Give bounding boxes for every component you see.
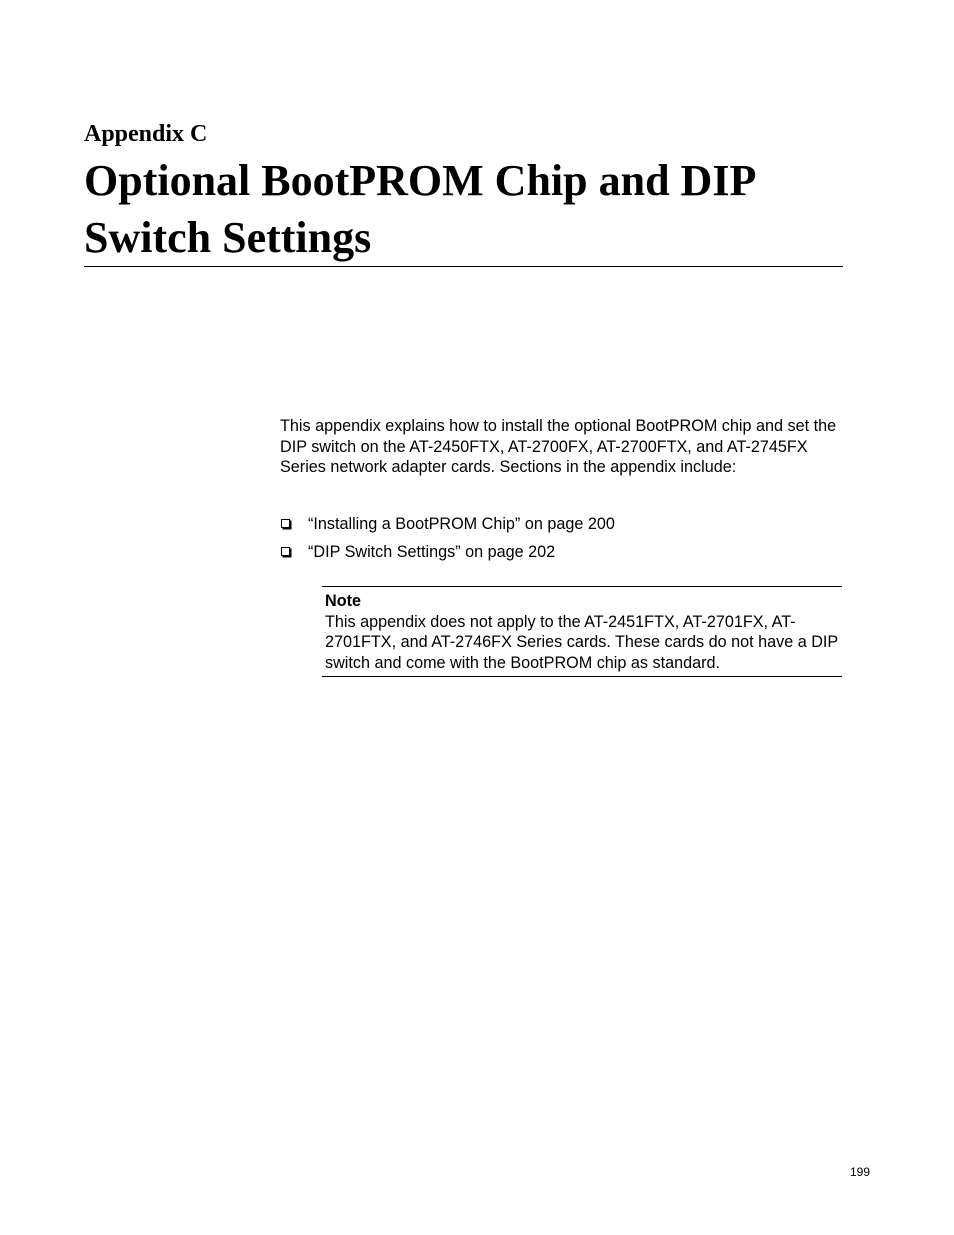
appendix-label: Appendix C bbox=[84, 121, 208, 147]
checkbox-bullet-icon bbox=[281, 519, 290, 528]
section-link-dip-switch-settings[interactable]: “DIP Switch Settings” on page 202 bbox=[308, 543, 556, 561]
intro-paragraph: This appendix explains how to install the optional BootPROM chip and set the DIP switch on the AT-2450FTX, AT-2700FX, AT-2700FTX, and AT-2745FX Series network adapter cards. Sections in the appendix include: bbox=[280, 417, 837, 476]
note-box bbox=[322, 586, 842, 677]
section-list bbox=[280, 514, 615, 570]
note-text: This appendix does not apply to the AT-2451FTX, AT-2701FX, AT-2701FTX, and AT-2746FX Series cards. These cards do not have a DIP switch and come with the BootPROM chip as standard. bbox=[325, 612, 838, 672]
list-item[interactable] bbox=[280, 542, 615, 570]
checkbox-bullet-icon bbox=[281, 547, 290, 556]
list-item[interactable] bbox=[280, 514, 615, 542]
note-heading: Note bbox=[325, 592, 361, 610]
section-link-installing-bootprom[interactable]: “Installing a BootPROM Chip” on page 200 bbox=[308, 515, 615, 533]
title-rule bbox=[84, 266, 843, 267]
page-number: 199 bbox=[850, 1165, 871, 1179]
chapter-title: Optional BootPROM Chip and DIP Switch Settings bbox=[84, 156, 754, 262]
